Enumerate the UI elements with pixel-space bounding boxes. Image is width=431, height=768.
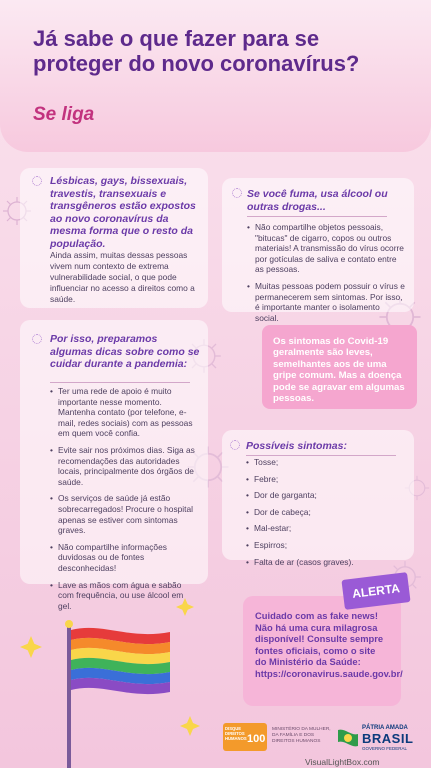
flag-brazil-icon <box>336 726 360 750</box>
header-banner <box>0 0 431 152</box>
list-item: • Espirros; <box>246 540 406 551</box>
dotted-circle-icon <box>230 440 240 450</box>
symptoms-note: Os sintomas do Covid-19 geralmente são leves, semelhantes aos de uma gripe comum. Mas a doença pode se agravar em algumas pessoas. <box>262 325 417 409</box>
alert-box: Cuidado com as fake news! Não há uma cura milagrosa disponível! Consulte sempre fontes oficiais, como o site do Ministério da Saúde: https://coronavirus.saude.gov.br/ <box>243 596 401 706</box>
alert-badge: ALERTA <box>341 572 410 610</box>
symptoms-list <box>246 457 406 573</box>
list-item: • Tosse; <box>246 457 406 468</box>
patria-label: PÁTRIA AMADA <box>362 725 408 731</box>
card-lgbt-text: Ainda assim, muitas dessas pessoas vivem num contexto de extrema vulnerabilidade social, o que pode influenciar no acesso a direitos como a saúde. <box>50 250 195 304</box>
card-symptoms-heading: Possíveis sintomas: <box>246 440 347 452</box>
list-item: • Não compartilhe objetos pessoais, "bitucas" de cigarro, copos ou outros materiais! A transmissão do vírus ocorre por gotículas de saliva e contato entre as pessoas. <box>247 222 405 275</box>
gov-label: GOVERNO FEDERAL <box>362 746 408 751</box>
disque-number: 100 <box>247 733 266 745</box>
list-item: • Dor de garganta; <box>246 490 406 501</box>
dotted-circle-icon <box>32 176 42 186</box>
sparkle-icon <box>20 636 42 658</box>
card-tips-heading: Por isso, preparamos algumas dicas sobre como se cuidar durante a pandemia: <box>50 333 200 370</box>
list-item: • Falta de ar (casos graves). <box>246 557 406 568</box>
sparkle-icon <box>180 716 200 736</box>
sparkle-icon <box>176 598 194 616</box>
dotted-circle-icon <box>232 188 242 198</box>
dotted-circle-icon <box>32 334 42 344</box>
ministry-label: MINISTÉRIO DA MULHER, DA FAMÍLIA E DOS DIREITOS HUMANOS <box>272 727 331 744</box>
list-item: • Ter uma rede de apoio é muito importante nesse momento. Mantenha contato (por telefone, e-mail, redes sociais) com as pessoas em quem você confia. <box>50 386 198 439</box>
list-item: • Muitas pessoas podem possuir o vírus e permanecerem sem sintomas. Por isso, é importante manter o isolamento social. <box>247 281 405 323</box>
card-smoke-heading: Se você fuma, usa álcool ou outras drogas... <box>247 188 388 213</box>
brasil-label: BRASIL <box>362 731 414 746</box>
list-item: • Febre; <box>246 474 406 485</box>
smoke-list <box>247 222 405 329</box>
list-item: • Mal-estar; <box>246 523 406 534</box>
disque-100-logo <box>223 723 267 751</box>
list-item: • Não compartilhe informações duvidosas ou de fontes desconhecidas! <box>50 542 198 574</box>
list-item: • Os serviços de saúde já estão sobrecarregados! Procure o hospital apenas se estiver com sintomas graves. <box>50 493 198 535</box>
divider <box>246 455 396 456</box>
list-item: • Lave as mãos com água e sabão com frequência, ou use álcool em gel. <box>50 580 198 612</box>
watermark: VisualLightBox.com <box>305 757 380 767</box>
divider <box>50 382 190 383</box>
tips-list <box>50 386 198 617</box>
divider <box>247 216 387 217</box>
list-item: • Evite sair nos próximos dias. Siga as recomendações das autoridades locais, principalmente dos órgãos de saúde. <box>50 445 198 487</box>
page-title: Já sabe o que fazer para se proteger do novo coronavírus? <box>33 26 360 76</box>
list-item: • Dor de cabeça; <box>246 507 406 518</box>
rainbow-flag-icon <box>58 618 178 768</box>
disque-label: DISQUE DIREITOS HUMANOS <box>225 726 247 741</box>
card-lgbt-heading: Lésbicas, gays, bissexuais, travestis, transexuais e transgêneros estão expostos ao novo coronavírus da mesma forma que o resto da população. <box>50 175 196 250</box>
page-subtitle: Se liga <box>33 104 95 125</box>
